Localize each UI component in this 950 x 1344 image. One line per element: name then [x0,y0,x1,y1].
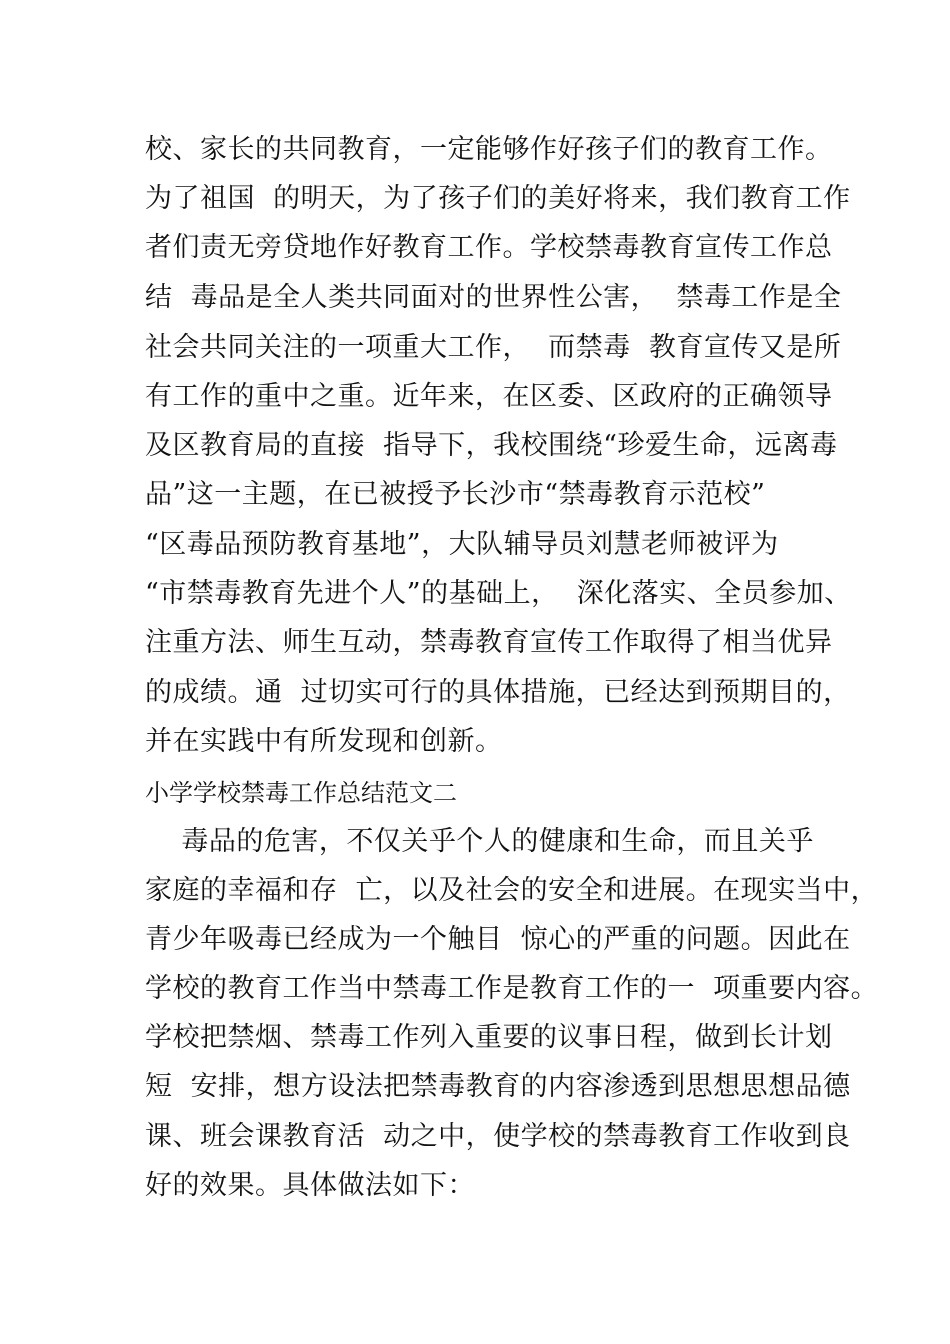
paragraph1-line: 的成绩。通 过切实可行的具体措施，已经达到预期目的， [145,677,851,708]
paragraph1-line: 品”这一主题，在已被授予长沙市“禁毒教育示范校” [145,479,766,510]
paragraph1-line: 注重方法、师生互动，禁毒教育宣传工作取得了相当优异 [145,627,833,658]
paragraph1-line: 社会共同关注的一项重大工作， 而禁毒 教育宣传又是所 [145,332,842,363]
paragraph2-line: 课、班会课教育活 动之中，使学校的禁毒教育工作收到良 [145,1121,851,1152]
section-title: 小学学校禁毒工作总结范文二 [145,779,457,807]
paragraph1-line: “市禁毒教育先进个人”的基础上， 深化落实、全员参加、 [145,578,852,609]
paragraph1-line: 为了祖国 的明天，为了孩子们的美好将来，我们教育工作 [145,183,851,214]
paragraph2-line: 学校把禁烟、禁毒工作列入重要的议事日程，做到长计划 [145,1022,833,1053]
paragraph1-line: 校、家长的共同教育，一定能够作好孩子们的教育工作。 [145,134,833,165]
paragraph1-line: 及区教育局的直接 指导下，我校围绕“珍爱生命，远离毒 [145,430,838,461]
paragraph2-line: 学校的教育工作当中禁毒工作是教育工作的一 项重要内容。 [145,973,879,1004]
paragraph2-line: 短 安排，想方设法把禁毒教育的内容渗透到思想思想品德 [145,1071,851,1102]
paragraph2-line: 家庭的幸福和存 亡，以及社会的安全和进展。在现实当中， [145,875,879,906]
paragraph1-line: 者们责无旁贷地作好教育工作。学校禁毒教育宣传工作总 [145,232,833,263]
paragraph1-line: 并在实践中有所发现和创新。 [145,726,503,757]
paragraph2-line: 好的效果。具体做法如下： [145,1170,475,1201]
paragraph1-line: 有工作的重中之重。近年来，在区委、区政府的正确领导 [145,381,833,412]
paragraph2-line: 青少年吸毒已经成为一个触目 惊心的严重的问题。因此在 [145,924,851,955]
paragraph2-line: 毒品的危害，不仅关乎个人的健康和生命，而且关乎 [145,826,814,857]
paragraph1-line: “区毒品预防教育基地”，大队辅导员刘慧老师被评为 [145,529,779,560]
paragraph1-line: 结 毒品是全人类共同面对的世界性公害， 禁毒工作是全 [145,282,842,313]
